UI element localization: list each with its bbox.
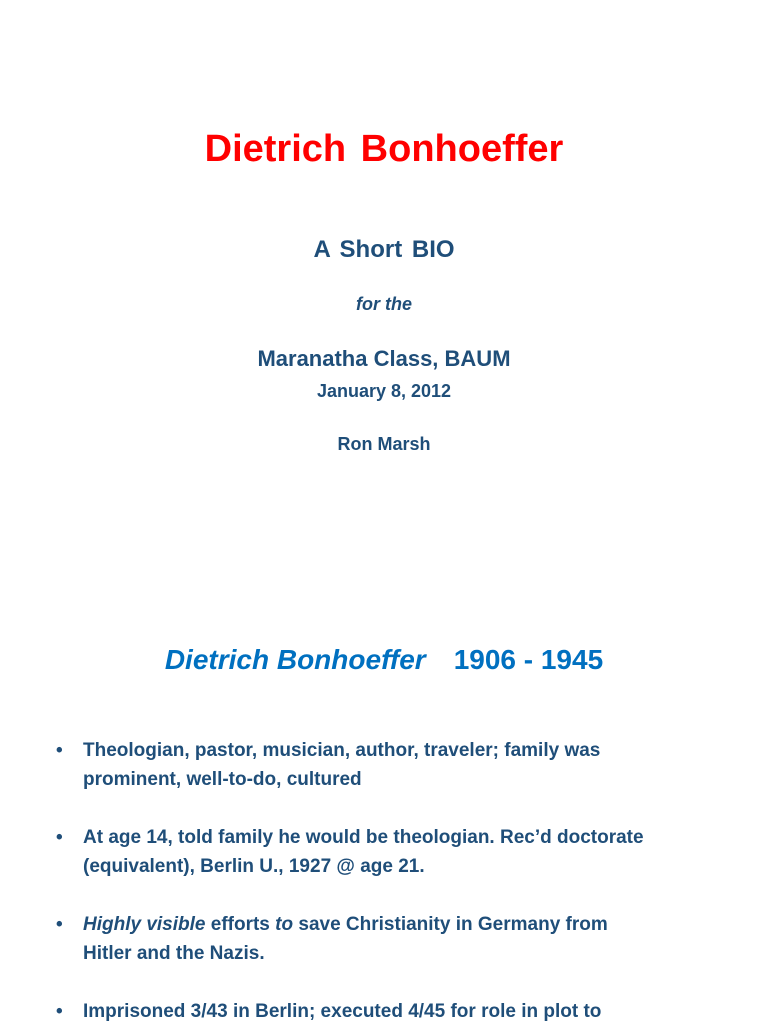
emphasis-text: to <box>275 914 294 935</box>
slide-subtitle: A Short BIO <box>313 236 455 263</box>
bullet-line: Theologian, pastor, musician, author, traveler; family was <box>83 740 601 761</box>
bullet-line: Imprisoned 3/43 in Berlin; executed 4/45 for role in plot to <box>83 1001 602 1022</box>
bio-slide <box>0 576 768 1024</box>
bullet-text: efforts <box>205 914 276 935</box>
bullet-line: Hitler and the Nazis. <box>83 943 265 964</box>
bullet-text: save Christianity in Germany from <box>293 914 608 935</box>
bullet-icon: • <box>56 827 63 848</box>
slide-title: Dietrich Bonhoeffer <box>204 128 564 170</box>
author-name: Ron Marsh <box>337 434 431 454</box>
list-item <box>56 736 720 794</box>
bullet-icon: • <box>56 1001 63 1022</box>
bullet-line: (equivalent), Berlin U., 1927 @ age 21. <box>83 856 425 877</box>
for-the-text: for the <box>356 294 412 314</box>
bullet-icon: • <box>56 914 63 935</box>
bullet-line: At age 14, told family he would be theologian. Rec’d doctorate <box>83 827 644 848</box>
emphasis-text: Highly visible <box>83 914 206 935</box>
bullet-list <box>56 736 720 1024</box>
bullet-line: prominent, well-to-do, cultured <box>83 769 362 790</box>
list-item <box>56 910 720 968</box>
list-item <box>56 823 720 881</box>
class-name: Maranatha Class, BAUM <box>257 346 511 371</box>
title-years: 1906 - 1945 <box>453 644 604 675</box>
title-name: Dietrich Bonhoeffer <box>164 644 426 675</box>
presentation-date: January 8, 2012 <box>316 381 452 401</box>
bullet-icon: • <box>56 740 63 761</box>
bio-slide-title <box>0 644 768 676</box>
list-item <box>56 997 720 1024</box>
